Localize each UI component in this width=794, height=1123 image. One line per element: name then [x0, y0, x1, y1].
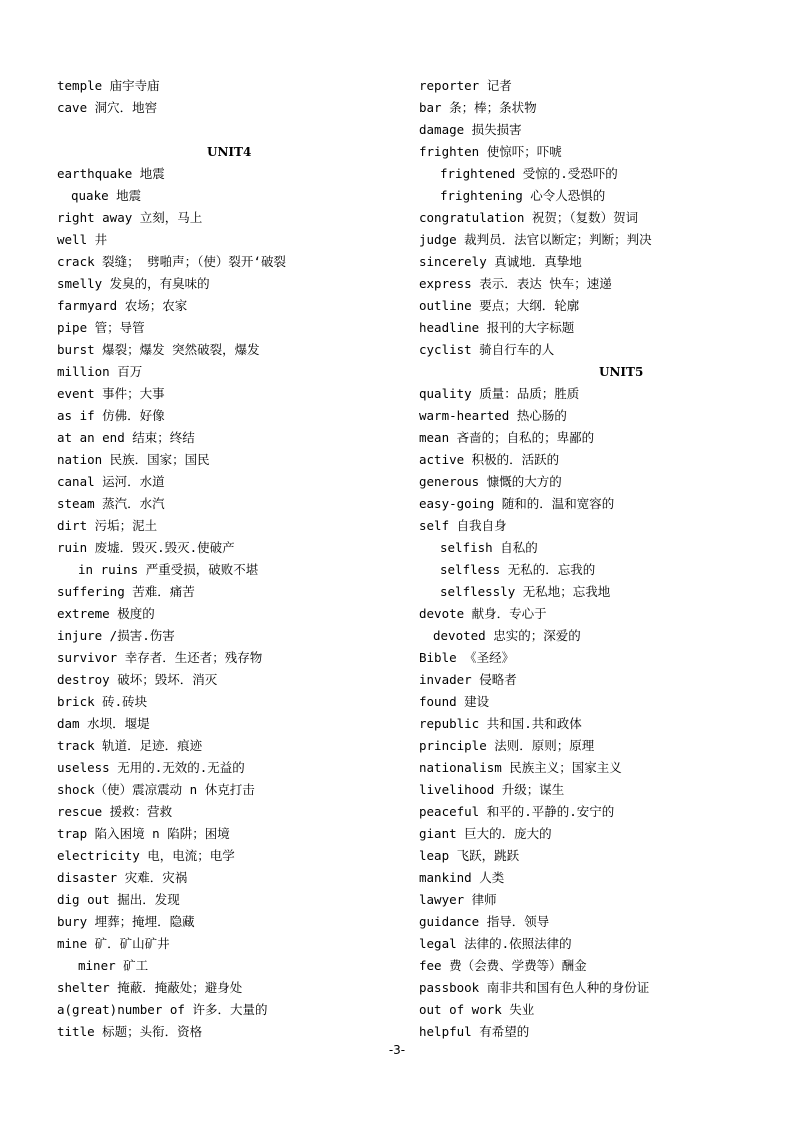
vocab-entry: Bible 《圣经》	[419, 650, 515, 665]
vocab-entry: found 建设	[419, 694, 490, 709]
vocab-entry: mean 吝啬的；自私的；卑鄙的	[419, 430, 595, 445]
vocab-entry: a(great)number of 许多．大量的	[57, 1002, 268, 1017]
vocab-entry: destroy 破坏；毁坏．消灭	[57, 672, 218, 687]
unit-heading: UNIT4	[207, 145, 252, 159]
vocab-entry: ruin 废墟．毁灭.毁灭.使破产	[57, 540, 235, 555]
vocab-entry: farmyard 农场；农家	[57, 298, 188, 313]
unit-heading: UNIT5	[599, 365, 644, 379]
vocab-entry: reporter 记者	[419, 78, 512, 93]
right-column	[419, 75, 769, 1043]
vocab-entry: active 积极的．活跃的	[419, 452, 560, 467]
vocab-entry: invader 侵略者	[419, 672, 517, 687]
vocab-entry: legal 法律的.依照法律的	[419, 936, 572, 951]
vocab-entry: frighten 使惊吓；吓唬	[419, 144, 562, 159]
vocab-entry: warm-hearted 热心肠的	[419, 408, 567, 423]
vocab-entry: disaster 灾难．灾祸	[57, 870, 188, 885]
vocab-entry: nation 民族．国家；国民	[57, 452, 210, 467]
vocab-entry: mankind 人类	[419, 870, 505, 885]
vocab-entry: canal 运河．水道	[57, 474, 165, 489]
vocab-entry: electricity 电，电流；电学	[57, 848, 235, 863]
vocab-entry: cyclist 骑自行车的人	[419, 342, 555, 357]
vocab-entry: shock（使）震凉震动 n 休克打击	[57, 782, 255, 797]
vocab-entry: selfless 无私的．忘我的	[440, 562, 596, 577]
vocab-entry: devote 献身．专心于	[419, 606, 547, 621]
vocab-entry: event 事件；大事	[57, 386, 165, 401]
left-column	[57, 75, 407, 1043]
vocab-entry: burst 爆裂；爆发 突然破裂，爆发	[57, 342, 260, 357]
vocab-entry: shelter 掩蔽．掩蔽处；避身处	[57, 980, 243, 995]
vocab-entry: right away 立刻，马上	[57, 210, 203, 225]
vocab-entry: self 自我自身	[419, 518, 507, 533]
vocab-entry: headline 报刊的大字标题	[419, 320, 575, 335]
vocab-entry: republic 共和国.共和政体	[419, 716, 582, 731]
vocab-entry: helpful 有希望的	[419, 1024, 530, 1039]
vocab-entry: rescue 援救：营救	[57, 804, 173, 819]
vocab-entry: bury 埋葬；掩埋．隐藏	[57, 914, 195, 929]
blank-line	[57, 119, 407, 141]
vocab-entry: sincerely 真诚地．真挚地	[419, 254, 582, 269]
vocab-entry: extreme 极度的	[57, 606, 155, 621]
vocab-entry: livelihood 升级；谋生	[419, 782, 565, 797]
vocab-entry: in ruins 严重受损，破败不堪	[78, 562, 259, 577]
vocab-entry: damage 损失损害	[419, 122, 522, 137]
vocab-entry: as if 仿佛．好像	[57, 408, 165, 423]
vocab-entry: steam 蒸汽．水汽	[57, 496, 165, 511]
vocab-entry: smelly 发臭的，有臭味的	[57, 276, 210, 291]
vocab-entry: nationalism 民族主义；国家主义	[419, 760, 622, 775]
vocab-entry: peaceful 和平的.平静的.安宁的	[419, 804, 615, 819]
vocab-entry: survivor 幸存者．生还者；残存物	[57, 650, 263, 665]
vocab-entry: frightened 受惊的.受恐吓的	[440, 166, 618, 181]
vocab-entry: principle 法则．原则；原理	[419, 738, 595, 753]
vocab-entry: congratulation 祝贺；（复数）贺词	[419, 210, 639, 225]
vocab-entry: suffering 苦难．痛苦	[57, 584, 195, 599]
vocab-entry: dirt 污垢；泥土	[57, 518, 158, 533]
vocab-entry: cave 洞穴．地窖	[57, 100, 158, 115]
vocab-entry: devoted 忠实的；深爱的	[433, 628, 581, 643]
vocab-entry: mine 矿．矿山矿井	[57, 936, 170, 951]
vocab-entry: giant 巨大的．庞大的	[419, 826, 552, 841]
vocab-entry: crack 裂缝； 劈啪声；（使）裂开‘破裂	[57, 254, 286, 269]
page-number: -3-	[388, 1043, 406, 1057]
vocab-entry: bar 条；棒；条状物	[419, 100, 537, 115]
vocab-entry: selfish 自私的	[440, 540, 538, 555]
vocab-entry: brick 砖.砖块	[57, 694, 148, 709]
vocab-entry: temple 庙宇寺庙	[57, 78, 160, 93]
vocab-entry: judge 裁判员．法官以断定；判断；判决	[419, 232, 652, 247]
vocab-entry: leap 飞跃，跳跃	[419, 848, 520, 863]
vocab-entry: title 标题；头衔．资格	[57, 1024, 203, 1039]
vocab-entry: selflessly 无私地；忘我地	[440, 584, 611, 599]
vocab-entry: at an end 结束；终结	[57, 430, 195, 445]
vocab-entry: pipe 管；导管	[57, 320, 145, 335]
vocab-entry: generous 慷慨的大方的	[419, 474, 562, 489]
vocab-entry: fee 费（会费、学费等）酬金	[419, 958, 587, 973]
vocab-entry: miner 矿工	[78, 958, 149, 973]
vocab-entry: track 轨道．足迹．痕迹	[57, 738, 203, 753]
vocab-entry: trap 陷入困境 n 陷阱；困境	[57, 826, 230, 841]
vocab-entry: easy-going 随和的．温和宽容的	[419, 496, 615, 511]
vocab-entry: out of work 失业	[419, 1002, 535, 1017]
vocab-entry: express 表示．表达 快车；速递	[419, 276, 612, 291]
vocab-entry: useless 无用的.无效的.无益的	[57, 760, 245, 775]
vocab-entry: earthquake 地震	[57, 166, 165, 181]
vocab-entry: well 井	[57, 232, 108, 247]
vocab-entry: outline 要点；大纲．轮廓	[419, 298, 580, 313]
vocab-entry: dam 水坝．堰堤	[57, 716, 150, 731]
vocab-entry: dig out 掘出．发现	[57, 892, 180, 907]
vocab-entry: million 百万	[57, 364, 143, 379]
vocab-entry: guidance 指导．领导	[419, 914, 550, 929]
vocab-entry: quake 地震	[71, 188, 142, 203]
vocab-entry: passbook 南非共和国有色人种的身份证	[419, 980, 650, 995]
vocab-entry: injure /损害.伤害	[57, 628, 175, 643]
vocab-entry: lawyer 律师	[419, 892, 497, 907]
vocab-entry: quality 质量：品质；胜质	[419, 386, 580, 401]
vocab-entry: frightening 心令人恐惧的	[440, 188, 606, 203]
